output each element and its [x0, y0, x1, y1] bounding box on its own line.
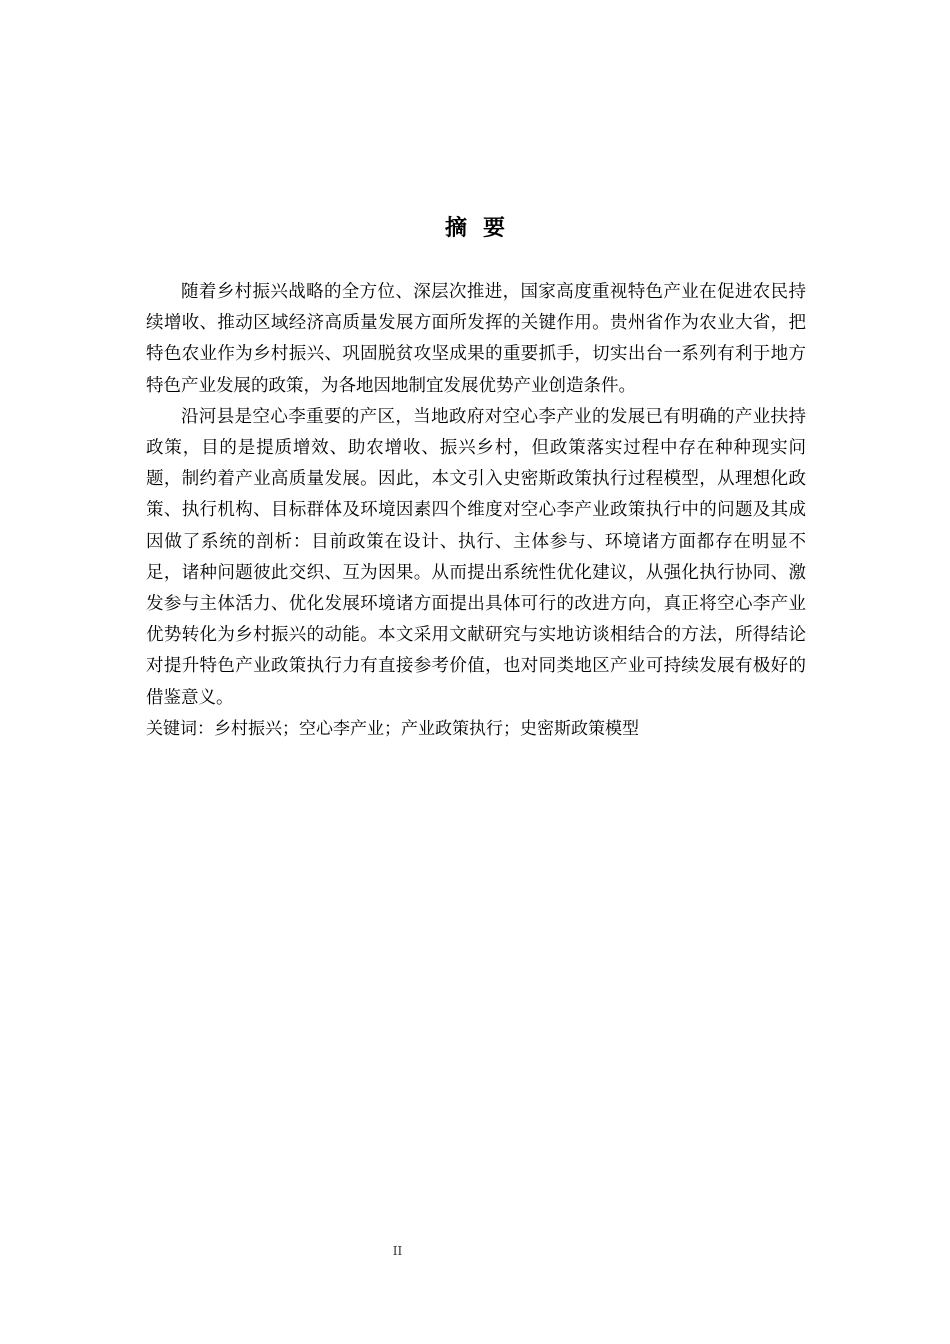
abstract-title: 摘要: [444, 216, 521, 241]
keywords-text: 乡村振兴；空心李产业；产业政策执行；史密斯政策模型: [214, 718, 639, 739]
keywords-label: 关键词：: [146, 718, 214, 739]
page-number: II: [392, 1244, 403, 1258]
abstract-body: [146, 277, 806, 745]
abstract-paragraph-2: 沿河县是空心李重要的产区，当地政府对空心李产业的发展已有明确的产业扶持政策，目的是提质增效、助农增收、振兴乡村，但政策落实过程中存在种种现实问题，制约着产业高质量发展。因此，本文引入史密斯政策执行过程模型，从理想化政策、执行机构、目标群体及环境因素四个维度对空心李产业政策执行中的问题及其成因做了系统的剖析：目前政策在设计、执行、主体参与、环境诸方面都存在明显不足，诸种问题彼此交织、互为因果。从而提出系统性优化建议，从强化执行协同、激发参与主体活力、优化发展环境诸方面提出具体可行的改进方向，真正将空心李产业优势转化为乡村振兴的动能。本文采用文献研究与实地访谈相结合的方法，所得结论对提升特色产业政策执行力有直接参考价值，也对同类地区产业可持续发展有极好的借鉴意义。: [146, 406, 806, 708]
abstract-paragraph-1: 随着乡村振兴战略的全方位、深层次推进，国家高度重视特色产业在促进农民持续增收、推动区域经济高质量发展方面所发挥的关键作用。贵州省作为农业大省，把特色农业作为乡村振兴、巩固脱贫攻坚成果的重要抓手，切实出台一系列有利于地方特色产业发展的政策，为各地因地制宜发展优势产业创造条件。: [146, 282, 806, 396]
keywords-line: [146, 714, 806, 745]
